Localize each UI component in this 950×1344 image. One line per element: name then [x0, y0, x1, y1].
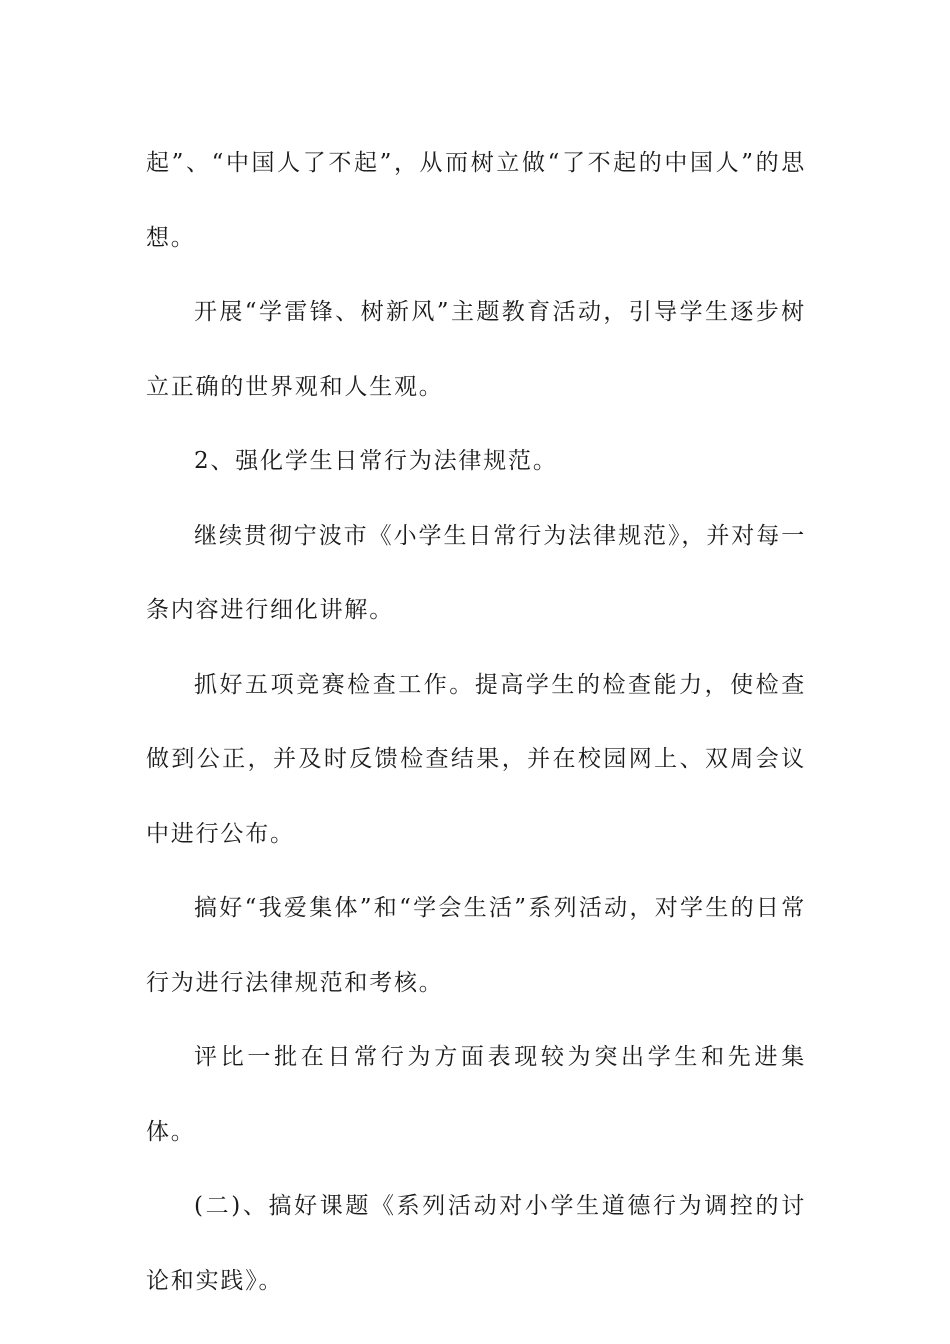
- paragraph-competition-checks: 抓好五项竞赛检查工作。提高学生的检查能力，使检查做到公正，并及时反馈检查结果，并在校园网上、双周会议中进行公布。: [146, 671, 806, 847]
- section-heading-research-topic: (二)、搞好课题《系列活动对小学生道德行为调控的讨论和实践》。: [146, 1193, 806, 1294]
- document-body: [146, 126, 806, 1318]
- paragraph-learn-leifeng: 开展“学雷锋、树新风”主题教育活动，引导学生逐步树立正确的世界观和人生观。: [146, 299, 806, 400]
- section-heading-daily-behavior: 2、强化学生日常行为法律规范。: [194, 448, 558, 474]
- paragraph-ningbo-norms: 继续贯彻宁波市《小学生日常行为法律规范》，并对每一条内容进行细化讲解。: [146, 522, 806, 623]
- paragraph-continuation: 起”、“中国人了不起”，从而树立做“了不起的中国人”的思想。: [146, 150, 806, 251]
- paragraph-selection: 评比一批在日常行为方面表现较为突出学生和先进集体。: [146, 1044, 806, 1145]
- paragraph-series-activities: 搞好“我爱集体”和“学会生活”系列活动，对学生的日常行为进行法律规范和考核。: [146, 895, 806, 996]
